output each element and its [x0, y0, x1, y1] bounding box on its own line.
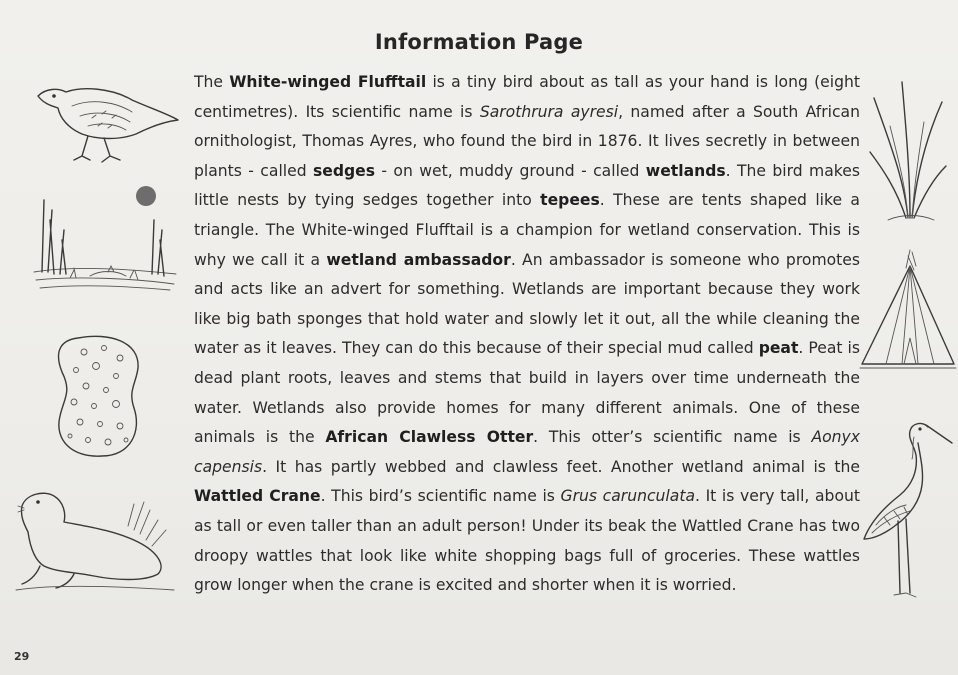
term-wetland-ambassador: wetland ambassador: [326, 250, 511, 269]
text-segment: . It is very tall, about as tall or even taller than an adult person! Under its beak the Wattled Crane has two droopy wattles that look like white shopping bags full of groceries. These wattles grow longer when the crane is excited and shorter when it is worried.: [194, 487, 860, 595]
term-peat: peat: [758, 339, 799, 358]
scientific-name-crane: Grus carunculata: [560, 487, 695, 506]
tepee-icon: [858, 246, 958, 371]
text-segment: - on wet, muddy ground - called: [375, 161, 646, 180]
scientific-name-flufftail: Sarothrura ayresi: [479, 102, 619, 121]
text-segment: . An ambassador is someone who promotes and acts like an advert for something. Wetlands are important because they work like big bath sponges that hold water and slowly let it out, all the while cleaning the water as it leaves. They can do this because of their special mud called: [194, 250, 861, 358]
wattled-crane-icon: [856, 415, 956, 600]
sponge-icon: [50, 332, 150, 462]
text-segment: . These are tents shaped like a triangle. The White-winged Flufftail is a champion for wetland conservation. This is why we call it a: [194, 191, 860, 269]
body-paragraph: [194, 68, 860, 601]
wetland-scene-icon: [30, 180, 180, 300]
page-title: Information Page: [374, 30, 584, 54]
text-segment: . Peat is dead plant roots, leaves and stems that build in layers over time underneath the water. Wetlands also provide homes for many different animals. One of these animals is the: [194, 339, 860, 447]
scientific-name-otter: Aonyx capensis: [194, 428, 860, 476]
term-tepees: tepees: [540, 191, 600, 210]
text-segment: . The bird makes little nests by tying sedges together into: [194, 161, 860, 210]
text-segment: . It has partly webbed and clawless feet. Another wetland animal is the: [262, 457, 860, 476]
flufftail-bird-icon: [32, 78, 182, 168]
text-segment: , named after a South African ornithologist, Thomas Ayres, who found the bird in 1876. It lives secretly in between plants - called: [194, 102, 860, 180]
otter-icon: [14, 486, 180, 596]
text-segment: . This otter’s scientific name is: [533, 428, 812, 447]
text-segment: The: [194, 73, 230, 91]
term-african-clawless-otter: African Clawless Otter: [325, 428, 534, 447]
term-white-winged-flufftail: White-winged Flufftail: [229, 73, 427, 91]
term-sedges: sedges: [312, 161, 376, 180]
text-segment: is a tiny bird about as tall as your hand is long (eight centimetres). Its scientific name is: [194, 73, 860, 121]
term-wattled-crane: Wattled Crane: [194, 487, 321, 506]
text-segment: . This bird’s scientific name is: [320, 487, 561, 506]
sedge-grass-icon: [868, 78, 948, 223]
page-number: 29: [14, 650, 30, 663]
term-wetlands: wetlands: [645, 161, 726, 180]
